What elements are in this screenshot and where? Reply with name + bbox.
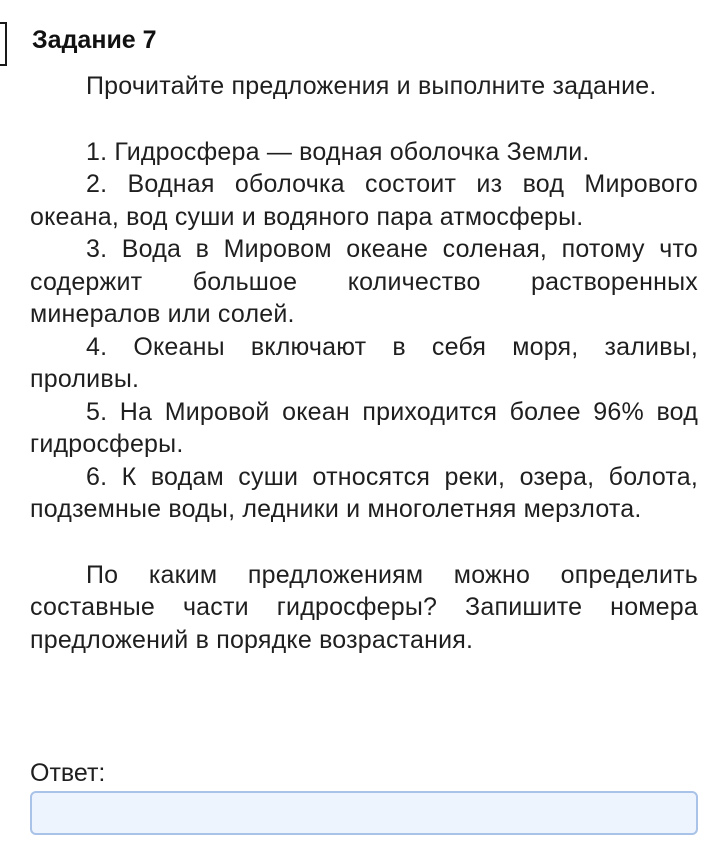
sentence-4: 4. Океаны включают в себя моря, заливы, проливы. [30,332,698,393]
task-title: Задание 7 [32,26,157,54]
page-marker [0,22,7,66]
answer-label: Ответ: [30,759,106,787]
sentence-2: 2. Водная оболочка состоит из вод Мирового океана, вод суши и водяного пара атмосферы. [30,170,698,231]
answer-input[interactable] [30,791,698,835]
sentence-5: 5. На Мировой океан приходится более 96% вод гидросферы. [30,397,698,458]
task-intro: Прочитайте предложения и выполните задание. [86,72,657,100]
task-content [30,70,698,656]
sentence-1: 1. Гидросфера — водная оболочка Земли. [86,137,590,166]
sentence-6: 6. К водам суши относятся реки, озера, болота, подземные воды, ледники и многолетняя мерзлота. [30,462,698,523]
sentence-3: 3. Вода в Мировом океане соленая, потому что содержит большое количество растворенных минералов или солей. [30,235,698,328]
task-question: По каким предложениям можно определить составные части гидросферы? Запишите номера предложений в порядке возрастания. [30,560,698,654]
